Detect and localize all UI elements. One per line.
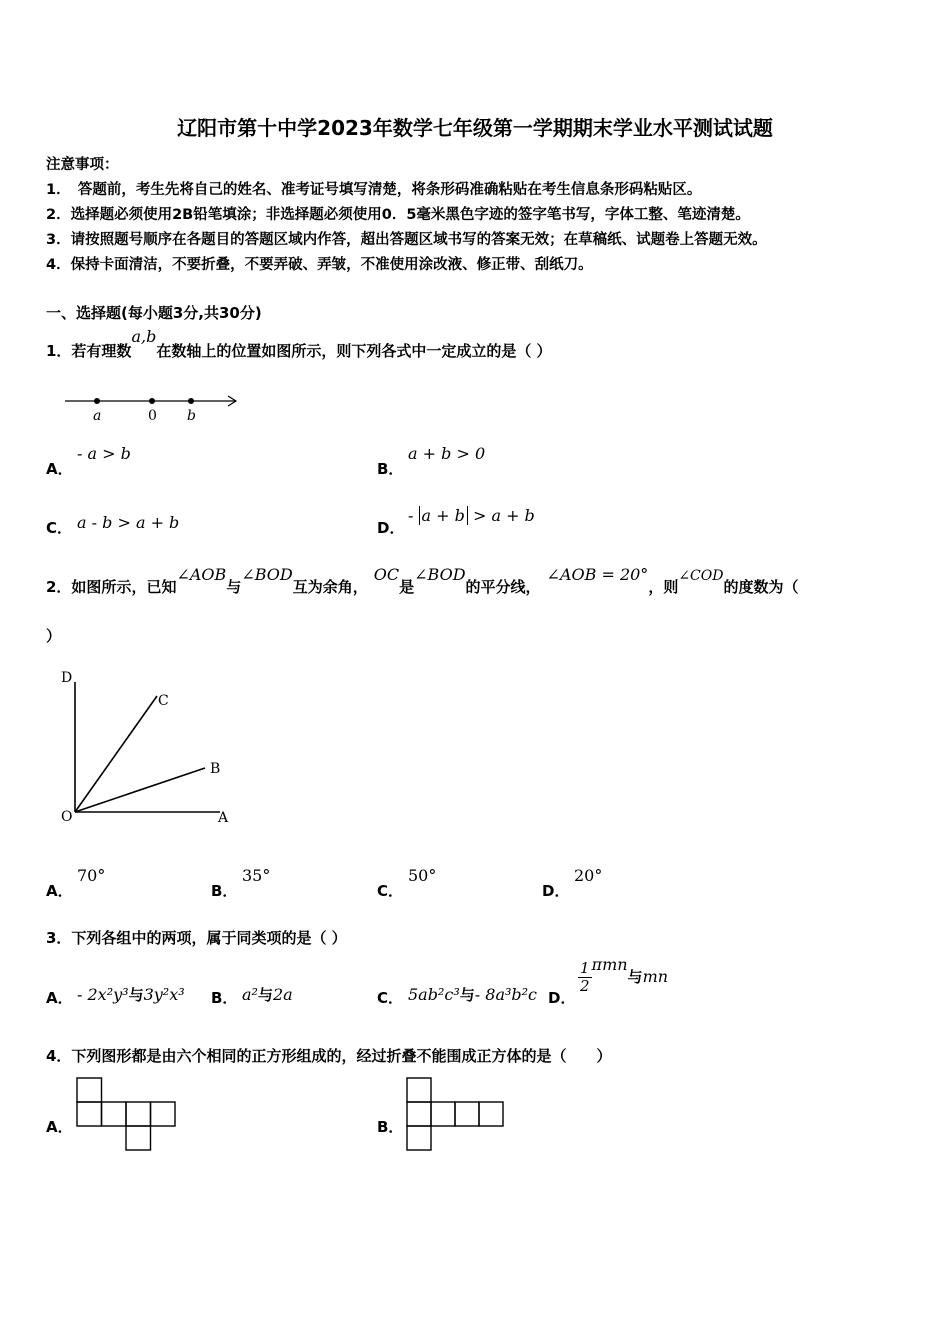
label-d: D [61, 670, 73, 686]
q1-prefix: 1．若有理数 [46, 342, 132, 360]
q2-option-a-label[interactable]: A． [46, 882, 73, 900]
point-zero [149, 398, 155, 404]
q3-d-term-1: πmn [591, 955, 628, 974]
net-b-square-bottom [407, 1126, 431, 1150]
q2-math-cod: ∠COD [678, 568, 724, 584]
q1-option-d-expr [408, 506, 535, 525]
point-a [94, 398, 100, 404]
cube-net-a-figure[interactable] [76, 1077, 180, 1151]
q2-option-c-label[interactable]: C． [377, 882, 404, 900]
q4-option-b-label[interactable]: B． [377, 1118, 404, 1136]
page-title: 辽阳市第十中学2023年数学七年级第一学期期末学业水平测试试题 [177, 116, 773, 140]
net-a-square-row-3 [126, 1102, 151, 1126]
q3-option-c-label[interactable]: C． [377, 989, 404, 1007]
q3-a-term-1: - 2x²y³ [77, 985, 129, 1004]
axis-label-b: b [187, 408, 196, 424]
note-item-2: 2．选择题必须使用2B铅笔填涂；非选择题必须使用0．5毫米黑色字迹的签字笔书写，字体工整、笔迹清楚。 [46, 207, 750, 223]
q2-option-d-label[interactable]: D． [542, 882, 570, 900]
net-a-square-row-1 [77, 1102, 102, 1126]
q1-d-abs: a + b [419, 506, 468, 525]
notes-heading: 注意事项： [46, 157, 119, 173]
note-item-3: 3．请按照题号顺序在各题目的答题区域内作答，超出答题区域书写的答案无效；在草稿纸、试题卷上答题无效。 [46, 232, 767, 248]
q3-option-a-label[interactable]: A． [46, 989, 73, 1007]
net-b-square-row-1 [407, 1102, 431, 1126]
q4-option-a-label[interactable]: A． [46, 1118, 73, 1136]
net-a-square-row-2 [102, 1102, 127, 1126]
q1-d-post: > a + b [467, 506, 535, 525]
q1-suffix: 在数轴上的位置如图所示，则下列各式中一定成立的是（ ） [156, 342, 552, 360]
q2-text-7: 的度数为（ [723, 578, 799, 596]
note-item-4: 4．保持卡面清洁，不要折叠，不要弄破、弄皱，不准使用涂改液、修正带、刮纸刀。 [46, 257, 593, 273]
section-heading: 一、选择题(每小题3分,共30分) [46, 304, 262, 322]
q2-text-3: 互为余角， [292, 578, 368, 596]
q3-b-conj: 与 [257, 986, 273, 1004]
question-3-stem: 3．下列各组中的两项，属于同类项的是（ ） [46, 929, 347, 947]
q3-c-term-2: - 8a³b²c [474, 985, 538, 1004]
q2-option-b-label[interactable]: B． [211, 882, 238, 900]
q3-d-term-2: mn [642, 967, 669, 986]
q1-option-a-label[interactable]: A． [46, 460, 73, 478]
q3-option-d-expr [578, 955, 669, 995]
net-b-square-row-4 [479, 1102, 503, 1126]
net-a-square-top [77, 1078, 102, 1102]
q2-text-4: 是 [399, 578, 415, 596]
q1-option-c-label[interactable]: C． [46, 519, 73, 537]
note-item-1: 1． 答题前，考生先将自己的姓名、准考证号填写清楚，将条形码准确粘贴在考生信息条形码粘贴区。 [46, 182, 702, 198]
label-o: O [61, 809, 73, 825]
cube-net-b-figure[interactable] [406, 1077, 506, 1151]
label-b: B [210, 761, 221, 777]
q1-vars: a,b [131, 327, 157, 346]
question-2-stem [46, 565, 799, 597]
q2-math-bod-2: ∠BOD [414, 565, 466, 584]
q2-text-5: 的平分线， [465, 578, 541, 596]
q3-d-conj: 与 [627, 968, 643, 986]
net-b-square-row-3 [455, 1102, 479, 1126]
label-a: A [218, 810, 229, 826]
q2-closing-paren: ） [46, 627, 62, 645]
q2-text-1: 2．如图所示，已知 [46, 578, 177, 596]
question-1-stem [46, 327, 552, 361]
q3-d-fraction [578, 960, 592, 995]
q1-option-b-expr: a + b > 0 [408, 444, 486, 463]
number-line-figure [60, 388, 250, 424]
q2-math-oc: OC [373, 565, 400, 584]
q2-math-aob: ∠AOB [176, 565, 227, 584]
q3-a-conj: 与 [128, 986, 144, 1004]
q2-option-d-value: 20° [574, 866, 603, 885]
q1-option-c-expr: a - b > a + b [77, 513, 180, 532]
q1-option-d-label[interactable]: D． [377, 519, 405, 537]
q2-math-aob-value: ∠AOB = 20° [546, 565, 649, 584]
q3-a-term-2: 3y²x³ [143, 985, 185, 1004]
q1-option-a-expr: - a > b [77, 444, 131, 463]
q2-text-2: 与 [226, 578, 242, 596]
q3-option-c-expr [408, 984, 537, 1005]
point-b [188, 398, 194, 404]
q3-option-d-label[interactable]: D． [548, 989, 576, 1007]
axis-label-zero: 0 [148, 408, 157, 424]
q3-option-a-expr [77, 984, 185, 1005]
q3-c-term-1: 5ab²c³ [408, 985, 460, 1004]
q1-option-b-label[interactable]: B． [377, 460, 404, 478]
q3-c-conj: 与 [459, 986, 475, 1004]
axis-label-a: a [93, 408, 102, 424]
net-a-square-row-4 [151, 1102, 176, 1126]
angle-figure [55, 664, 245, 829]
q2-option-b-value: 35° [242, 866, 271, 885]
q3-d-numerator: 1 [580, 959, 590, 977]
ray-ob [75, 768, 205, 812]
label-c: C [158, 693, 169, 709]
q3-b-term-2: 2a [272, 985, 293, 1004]
q3-option-b-label[interactable]: B． [211, 989, 238, 1007]
q3-b-term-1: a² [242, 985, 258, 1004]
q2-text-6: ，则 [648, 578, 679, 596]
q2-option-a-value: 70° [77, 866, 106, 885]
ray-oc [75, 696, 157, 812]
net-b-square-row-2 [431, 1102, 455, 1126]
q2-math-bod: ∠BOD [241, 565, 293, 584]
question-4-stem: 4．下列图形都是由六个相同的正方形组成的，经过折叠不能围成正方体的是（ ） [46, 1047, 612, 1065]
q1-d-pre: - [408, 506, 419, 525]
net-a-square-bottom [126, 1126, 151, 1150]
q3-d-denominator: 2 [580, 977, 590, 995]
net-b-square-top [407, 1078, 431, 1102]
q2-option-c-value: 50° [408, 866, 437, 885]
q3-option-b-expr [242, 984, 293, 1005]
